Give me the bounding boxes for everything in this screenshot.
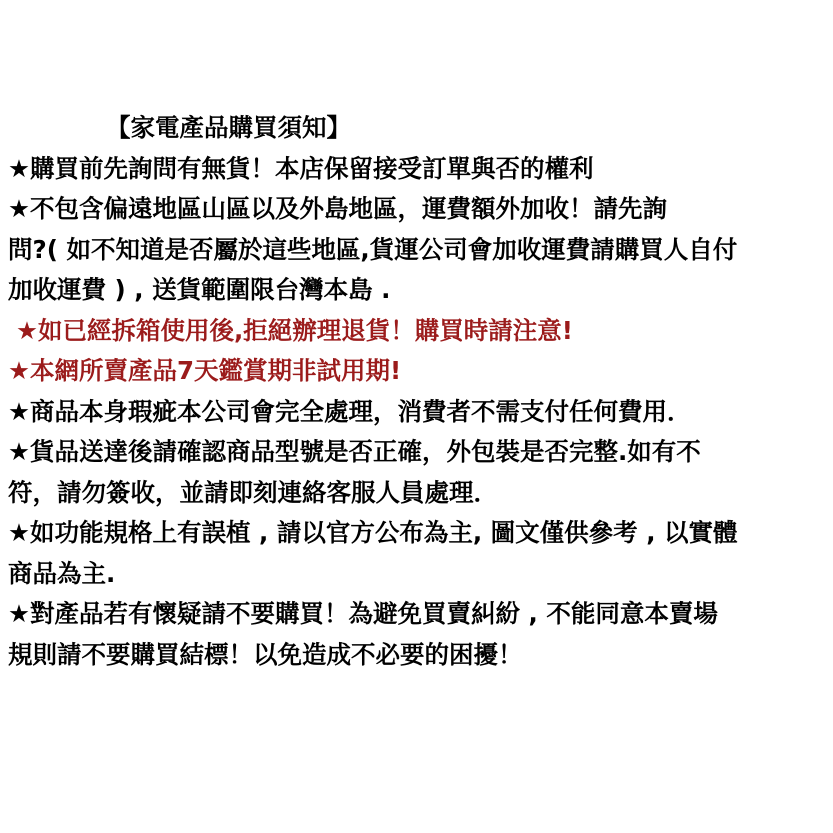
- notice-line-remote-areas: ★不包含偏遠地區山區以及外島地區，運費額外加收！請先詢: [8, 194, 667, 223]
- notice-line-specs-cont: 商品為主.: [8, 558, 116, 588]
- notice-title: 【家電產品購買須知】: [106, 113, 351, 142]
- notice-line-specs: ★如功能規格上有誤植 , 請以官方公布為主, 圖文僅供參考 , 以實體: [8, 518, 738, 547]
- notice-line-confirm-model-cont: 符，請勿簽收，並請即刻連絡客服人員處理．: [8, 477, 498, 507]
- notice-line-delivery-range: 加收運費 ) , 送貨範圍限台灣本島 .: [8, 275, 391, 304]
- notice-line-doubts-cont: 規則請不要購買結標！以免造成不必要的困擾！: [8, 639, 523, 669]
- notice-line-defects: ★商品本身瑕疵本公司會完全處理，消費者不需支付任何費用．: [8, 396, 692, 426]
- notice-line-doubts: ★對產品若有懷疑請不要購買！為避免買賣糾紛 , 不能同意本賣場: [8, 599, 718, 628]
- notice-line-remote-areas-cont: 問?( 如不知道是否屬於這些地區,貨運公司會加收運費請購買人自付: [8, 234, 738, 264]
- notice-line-confirm-model: ★貨品送達後請確認商品型號是否正確，外包裝是否完整.如有不: [8, 437, 701, 466]
- notice-line-no-returns: ★如已經拆箱使用後,拒絕辦理退貨！購買時請注意!: [16, 315, 573, 345]
- notice-line-inquiry: ★購買前先詢問有無貨！本店保留接受訂單與否的權利: [8, 153, 594, 183]
- purchase-notice: [8, 108, 826, 675]
- notice-line-appreciation-period: ★本網所賣產品7天鑑賞期非試用期!: [8, 356, 402, 385]
